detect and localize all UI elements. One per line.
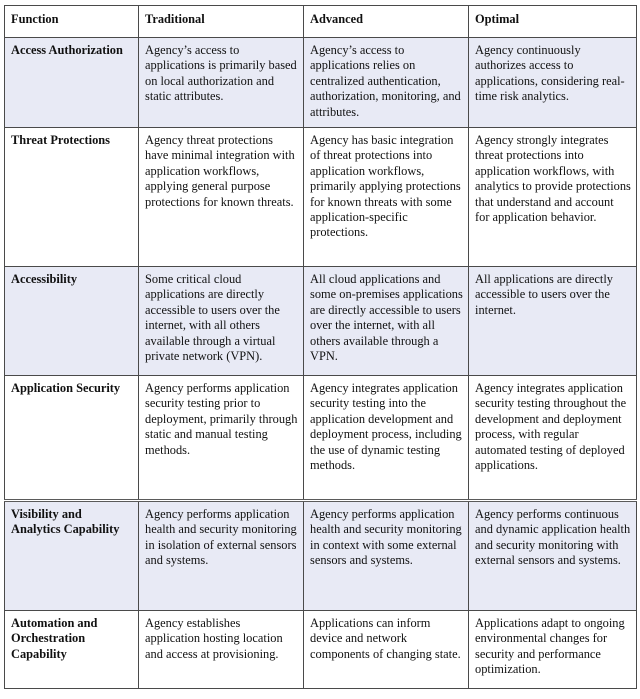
maturity-table-container bbox=[4, 5, 636, 689]
maturity-table bbox=[4, 5, 637, 689]
function-cell: Visibility and Analytics Capability bbox=[5, 501, 139, 611]
table-row bbox=[5, 611, 637, 689]
traditional-cell: Agency performs application health and security monitoring in isolation of external sensors and systems. bbox=[139, 501, 304, 611]
header-advanced: Advanced bbox=[304, 6, 469, 38]
traditional-cell: Agency establishes application hosting location and access at provisioning. bbox=[139, 611, 304, 689]
header-function: Function bbox=[5, 6, 139, 38]
function-cell: Application Security bbox=[5, 376, 139, 501]
table-row bbox=[5, 267, 637, 376]
function-cell: Threat Protections bbox=[5, 128, 139, 267]
optimal-cell: Applications adapt to ongoing environmental changes for security and performance optimization. bbox=[469, 611, 637, 689]
traditional-cell: Agency threat protections have minimal integration with application workflows, applying general purpose protections for known threats. bbox=[139, 128, 304, 267]
traditional-cell: Agency performs application security testing prior to deployment, primarily through static and manual testing methods. bbox=[139, 376, 304, 501]
advanced-cell: Applications can inform device and network components of changing state. bbox=[304, 611, 469, 689]
header-traditional: Traditional bbox=[139, 6, 304, 38]
function-cell: Automation and Orchestration Capability bbox=[5, 611, 139, 689]
advanced-cell: Agency integrates application security testing into the application development and deployment process, including the use of dynamic testing methods. bbox=[304, 376, 469, 501]
table-row bbox=[5, 128, 637, 267]
advanced-cell: Agency has basic integration of threat protections into application workflows, primarily applying protections for known threats with some application-specific protections. bbox=[304, 128, 469, 267]
traditional-cell: Some critical cloud applications are directly accessible to users over the internet, with all others available through a virtual private network (VPN). bbox=[139, 267, 304, 376]
table-row bbox=[5, 38, 637, 128]
header-row bbox=[5, 6, 637, 38]
advanced-cell: All cloud applications and some on-premises applications are directly accessible to users over the internet, with all others available through a VPN. bbox=[304, 267, 469, 376]
function-cell: Access Authorization bbox=[5, 38, 139, 128]
optimal-cell: Agency integrates application security testing throughout the development and deployment process, with regular automated testing of deployed applications. bbox=[469, 376, 637, 501]
optimal-cell: Agency strongly integrates threat protections into application workflows, with analytics to provide protections that understand and account for application behavior. bbox=[469, 128, 637, 267]
function-cell: Accessibility bbox=[5, 267, 139, 376]
table-row bbox=[5, 376, 637, 501]
optimal-cell: All applications are directly accessible to users over the internet. bbox=[469, 267, 637, 376]
optimal-cell: Agency continuously authorizes access to applications, considering real-time risk analytics. bbox=[469, 38, 637, 128]
table-row bbox=[5, 501, 637, 611]
traditional-cell: Agency’s access to applications is primarily based on local authorization and static attributes. bbox=[139, 38, 304, 128]
advanced-cell: Agency performs application health and security monitoring in context with some external sensors and systems. bbox=[304, 501, 469, 611]
advanced-cell: Agency’s access to applications relies on centralized authentication, authorization, monitoring, and attributes. bbox=[304, 38, 469, 128]
optimal-cell: Agency performs continuous and dynamic application health and security monitoring with external sensors and systems. bbox=[469, 501, 637, 611]
header-optimal: Optimal bbox=[469, 6, 637, 38]
